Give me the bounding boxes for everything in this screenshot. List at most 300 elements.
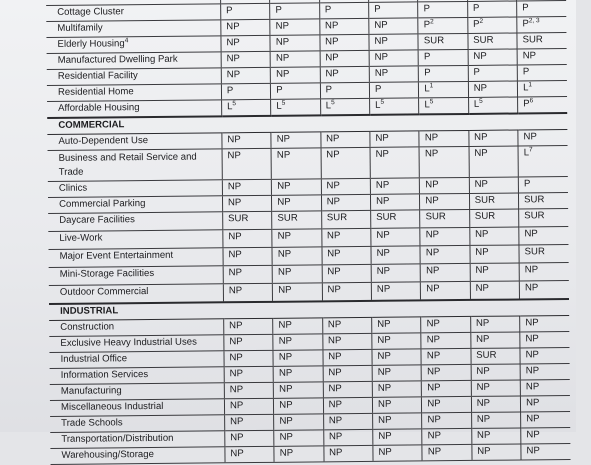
use-label-cell <box>50 383 225 401</box>
section-header-blank-cell <box>320 115 370 132</box>
permission-cell <box>418 1 468 17</box>
permission-value: NP <box>276 53 289 64</box>
permission-cell <box>519 262 569 280</box>
use-label: Major Event Entertainment <box>60 250 174 262</box>
footnote-marker: 1 <box>528 81 532 88</box>
permission-value: NP <box>327 230 340 241</box>
permission-value: P <box>374 4 381 15</box>
permission-cell <box>225 414 275 430</box>
permission-value: NP <box>526 381 539 392</box>
use-label: Manufacturing <box>61 385 122 397</box>
permission-value: NP <box>229 336 242 347</box>
permission-cell <box>323 365 373 381</box>
permission-value: NP <box>276 69 289 80</box>
permission-value: NP <box>230 384 243 395</box>
footnote-marker: 1 <box>430 82 434 89</box>
permission-cell <box>521 411 571 427</box>
permission-cell <box>517 1 567 17</box>
permission-value: P <box>522 2 529 13</box>
permission-cell <box>468 17 518 33</box>
zoning-use-table <box>46 0 571 465</box>
permission-value: NP <box>475 265 488 276</box>
permission-cell <box>272 265 322 283</box>
section-header-label: COMMERCIAL <box>58 119 124 131</box>
permission-value: NP <box>227 53 240 64</box>
permission-cell <box>274 398 324 414</box>
permission-value: L <box>524 147 529 158</box>
permission-cell <box>373 413 423 429</box>
footnote-marker: 2 <box>430 18 434 25</box>
permission-value: NP <box>474 83 487 94</box>
permission-cell <box>519 192 569 208</box>
table-row <box>48 146 568 182</box>
permission-cell <box>223 229 273 247</box>
permission-value: NP <box>476 334 489 345</box>
permission-value: NP <box>278 249 291 260</box>
permission-cell <box>221 35 271 51</box>
permission-value: NP <box>230 432 243 443</box>
permission-cell <box>469 146 519 177</box>
permission-value: NP <box>229 320 242 331</box>
permission-value: SUR <box>476 350 496 361</box>
permission-cell <box>369 82 419 98</box>
section-header-blank-cell <box>271 115 321 132</box>
permission-cell <box>223 247 273 265</box>
permission-value: NP <box>328 335 341 346</box>
footnote-marker: 2 <box>479 18 483 25</box>
permission-value: NP <box>230 448 243 459</box>
permission-value: NP <box>228 197 241 208</box>
permission-cell <box>422 396 472 412</box>
permission-cell <box>322 246 372 264</box>
permission-value: L <box>523 82 528 93</box>
permission-cell <box>372 333 422 349</box>
permission-value: NP <box>427 350 440 361</box>
zoning-use-table-page <box>46 0 591 465</box>
permission-cell <box>469 130 519 146</box>
permission-cell <box>371 264 421 282</box>
permission-value: P <box>473 67 480 78</box>
permission-value: NP <box>326 180 339 191</box>
permission-cell <box>320 66 370 82</box>
use-label-cell <box>48 196 223 214</box>
permission-value: NP <box>526 429 539 440</box>
use-label: Miscellaneous Industrial <box>61 401 163 413</box>
permission-cell <box>322 317 372 333</box>
permission-value: NP <box>328 319 341 330</box>
use-label: Elderly Housing <box>57 38 124 50</box>
permission-value: NP <box>280 448 293 459</box>
permission-cell <box>519 208 569 226</box>
permission-cell <box>221 51 271 67</box>
permission-cell <box>470 245 520 263</box>
permission-value: NP <box>526 413 539 424</box>
permission-cell <box>225 430 275 446</box>
permission-cell <box>371 246 421 264</box>
permission-value: NP <box>376 230 389 241</box>
permission-value: NP <box>325 20 338 31</box>
permission-value: NP <box>376 248 389 259</box>
use-label: Commercial Parking <box>59 198 145 210</box>
permission-value: SUR <box>524 210 544 221</box>
permission-value: NP <box>428 430 441 441</box>
permission-value: NP <box>475 179 488 190</box>
permission-value: P <box>473 19 480 30</box>
permission-cell <box>273 283 323 302</box>
permission-value: NP <box>327 248 340 259</box>
permission-cell <box>520 315 570 331</box>
permission-cell <box>418 17 468 33</box>
permission-value: NP <box>377 351 390 362</box>
use-label-cell <box>49 284 224 304</box>
permission-value: NP <box>227 150 240 161</box>
permission-cell <box>421 263 471 281</box>
section-header <box>47 116 222 134</box>
permission-cell <box>373 445 423 461</box>
permission-cell <box>420 209 470 227</box>
use-label: Cottage Cluster <box>57 6 124 18</box>
use-label: Multifamily <box>57 22 102 33</box>
permission-cell <box>221 99 271 116</box>
use-label-cell <box>48 230 223 250</box>
permission-value: P <box>523 66 530 77</box>
permission-cell <box>371 210 421 228</box>
permission-value: NP <box>374 20 387 31</box>
section-header-blank-cell <box>222 116 272 133</box>
permission-cell <box>323 429 373 445</box>
permission-value: NP <box>426 283 439 294</box>
permission-value: NP <box>277 134 290 145</box>
permission-value: NP <box>327 196 340 207</box>
permission-value: NP <box>427 318 440 329</box>
permission-cell <box>271 99 321 116</box>
permission-value: P <box>227 85 234 96</box>
permission-value: NP <box>427 334 440 345</box>
permission-value: NP <box>378 367 391 378</box>
permission-value: P <box>325 4 332 15</box>
permission-cell <box>270 19 320 35</box>
permission-cell <box>517 49 567 65</box>
use-label: Manufactured Dwelling Park <box>58 54 178 66</box>
use-label: Exclusive Heavy Industrial Uses <box>60 337 197 349</box>
permission-cell <box>470 263 520 281</box>
permission-value: NP <box>526 397 539 408</box>
permission-cell <box>369 2 419 18</box>
permission-value: P <box>226 5 233 16</box>
permission-value: NP <box>477 414 490 425</box>
permission-cell <box>274 414 324 430</box>
permission-value: NP <box>326 133 339 144</box>
permission-value: NP <box>377 319 390 330</box>
permission-value: NP <box>378 399 391 410</box>
permission-cell <box>224 398 274 414</box>
use-label-cell <box>50 431 225 449</box>
permission-cell <box>521 427 571 443</box>
use-table-body <box>46 0 571 464</box>
permission-cell <box>471 412 521 428</box>
permission-value: P <box>424 67 431 78</box>
permission-value: NP <box>277 197 290 208</box>
permission-value: P <box>424 19 431 30</box>
permission-cell <box>419 97 469 114</box>
use-label: Warehousing/Storage <box>61 449 154 461</box>
permission-cell <box>372 397 422 413</box>
permission-value: NP <box>476 283 489 294</box>
permission-cell <box>224 318 274 334</box>
permission-cell <box>224 366 274 382</box>
permission-cell <box>273 318 323 334</box>
permission-value: L <box>375 100 380 111</box>
permission-value: NP <box>475 247 488 258</box>
permission-value: NP <box>278 320 291 331</box>
permission-cell <box>470 316 520 332</box>
permission-value: NP <box>279 400 292 411</box>
permission-value: NP <box>474 148 487 159</box>
permission-value: SUR <box>525 246 545 257</box>
permission-cell <box>322 282 372 301</box>
permission-value: P <box>473 3 480 14</box>
use-label: Mini-Storage Facilities <box>60 268 154 280</box>
permission-value: NP <box>427 414 440 425</box>
permission-value: NP <box>477 430 490 441</box>
permission-value: NP <box>426 265 439 276</box>
permission-cell <box>471 348 521 364</box>
permission-cell <box>323 397 373 413</box>
permission-cell <box>322 333 372 349</box>
permission-cell <box>517 33 567 49</box>
permission-cell <box>273 334 323 350</box>
permission-cell <box>323 413 373 429</box>
use-label-cell <box>48 180 223 198</box>
permission-cell <box>422 380 472 396</box>
permission-value: NP <box>228 181 241 192</box>
permission-value: NP <box>276 37 289 48</box>
use-label: Industrial Office <box>60 353 127 365</box>
permission-value: NP <box>278 267 291 278</box>
permission-value: NP <box>279 416 292 427</box>
permission-cell <box>271 67 321 83</box>
footnote-marker: 6 <box>530 97 534 104</box>
permission-cell <box>521 443 571 459</box>
permission-value: SUR <box>327 212 347 223</box>
permission-cell <box>420 245 470 263</box>
section-header-blank-cell <box>470 299 520 316</box>
permission-cell <box>421 316 471 332</box>
permission-cell <box>224 350 274 366</box>
section-header-blank-cell <box>421 300 471 317</box>
permission-cell <box>470 281 520 300</box>
permission-value: NP <box>278 285 291 296</box>
permission-value: NP <box>526 349 539 360</box>
permission-value: NP <box>327 284 340 295</box>
permission-cell <box>370 98 420 115</box>
permission-value: NP <box>473 51 486 62</box>
permission-value: NP <box>525 317 538 328</box>
permission-cell <box>369 18 419 34</box>
permission-cell <box>319 2 369 18</box>
permission-cell <box>372 349 422 365</box>
permission-cell <box>320 82 370 98</box>
permission-value: NP <box>376 180 389 191</box>
permission-value: NP <box>474 132 487 143</box>
footnote-marker: 4 <box>125 37 129 44</box>
use-label-cell <box>48 212 223 232</box>
permission-value: SUR <box>523 34 543 45</box>
permission-cell <box>519 244 569 262</box>
permission-value: NP <box>276 21 289 32</box>
permission-cell <box>321 131 371 147</box>
permission-value: NP <box>426 247 439 258</box>
permission-value: NP <box>325 68 338 79</box>
permission-value: SUR <box>524 194 544 205</box>
permission-cell <box>469 209 519 227</box>
permission-value: NP <box>525 333 538 344</box>
section-header-label: INDUSTRIAL <box>60 305 118 317</box>
permission-cell <box>520 347 570 363</box>
permission-cell <box>273 366 323 382</box>
permission-value: SUR <box>475 195 495 206</box>
permission-cell <box>221 83 271 99</box>
permission-value: NP <box>475 229 488 240</box>
footnote-marker: 5 <box>380 99 384 106</box>
permission-value: NP <box>227 69 240 80</box>
permission-cell <box>370 178 420 194</box>
use-label: Business and Retail Service and Trade <box>59 152 197 178</box>
section-header-blank-cell <box>419 114 469 131</box>
permission-value: NP <box>523 131 536 142</box>
section-header-blank-cell <box>468 113 518 130</box>
permission-cell <box>222 195 272 211</box>
permission-value: SUR <box>426 211 446 222</box>
section-header-blank-cell <box>518 113 568 130</box>
use-label: Transportation/Distribution <box>61 433 173 445</box>
permission-value: NP <box>425 148 438 159</box>
permission-value: NP <box>427 382 440 393</box>
permission-cell <box>270 35 320 51</box>
use-label-cell <box>49 266 224 286</box>
permission-cell <box>519 280 569 299</box>
permission-cell <box>369 66 419 82</box>
permission-cell <box>223 265 273 283</box>
use-label-cell <box>46 20 221 38</box>
section-header-blank-cell <box>322 301 372 318</box>
permission-cell <box>517 17 567 33</box>
use-label-cell <box>50 415 225 433</box>
permission-value: NP <box>226 21 239 32</box>
permission-cell <box>469 177 519 193</box>
permission-value: SUR <box>277 213 297 224</box>
permission-value: NP <box>229 267 242 278</box>
permission-cell <box>418 49 468 65</box>
footnote-marker: 5 <box>479 98 483 105</box>
permission-value: P <box>275 5 282 16</box>
permission-cell <box>272 247 322 265</box>
permission-value: NP <box>477 398 490 409</box>
permission-cell <box>225 446 275 462</box>
permission-cell <box>222 179 272 195</box>
permission-value: NP <box>329 415 342 426</box>
permission-cell <box>471 396 521 412</box>
permission-cell <box>322 264 372 282</box>
permission-value: P <box>375 84 382 95</box>
section-header-blank-cell <box>371 300 421 317</box>
permission-cell <box>421 348 471 364</box>
permission-value: SUR <box>424 35 444 46</box>
permission-value: P <box>524 178 531 189</box>
permission-value: NP <box>277 181 290 192</box>
use-label-cell <box>50 399 225 417</box>
permission-cell <box>273 350 323 366</box>
permission-value: NP <box>277 150 290 161</box>
use-label: Live-Work <box>59 232 102 243</box>
permission-cell <box>224 334 274 350</box>
permission-cell <box>519 226 569 244</box>
permission-value: NP <box>526 445 539 456</box>
permission-cell <box>518 176 568 192</box>
permission-cell <box>323 381 373 397</box>
permission-value: SUR <box>473 35 493 46</box>
use-label: Trade Schools <box>61 417 123 429</box>
permission-value: NP <box>375 52 388 63</box>
footnote-marker: 2, 3 <box>529 17 540 24</box>
permission-value: NP <box>378 447 391 458</box>
permission-cell <box>274 446 324 462</box>
footnote-marker: 7 <box>529 146 533 153</box>
permission-cell <box>419 146 469 177</box>
permission-cell <box>419 81 469 97</box>
permission-cell <box>472 444 522 460</box>
permission-cell <box>371 228 421 246</box>
permission-value: NP <box>230 400 243 411</box>
permission-value: NP <box>374 36 387 47</box>
section-header-blank-cell <box>520 299 570 316</box>
permission-cell <box>369 50 419 66</box>
permission-cell <box>517 81 567 97</box>
section-header-blank-cell <box>273 301 323 318</box>
use-label-cell <box>50 447 225 465</box>
permission-value: NP <box>477 446 490 457</box>
permission-cell <box>274 430 324 446</box>
permission-cell <box>469 193 519 209</box>
use-label: Auto-Dependent Use <box>58 135 148 147</box>
permission-cell <box>517 65 567 81</box>
use-label: Residential Facility <box>58 70 138 82</box>
permission-value: NP <box>279 368 292 379</box>
permission-cell <box>221 19 271 35</box>
permission-value: NP <box>428 446 441 457</box>
permission-cell <box>520 379 570 395</box>
permission-value: NP <box>329 447 342 458</box>
permission-cell <box>319 18 369 34</box>
permission-value: NP <box>280 432 293 443</box>
permission-cell <box>272 229 322 247</box>
permission-cell <box>320 98 370 115</box>
permission-cell <box>467 1 517 17</box>
permission-value: L <box>424 83 429 94</box>
permission-cell <box>520 395 570 411</box>
permission-value: NP <box>377 284 390 295</box>
permission-cell <box>324 445 374 461</box>
permission-value: NP <box>425 179 438 190</box>
permission-cell <box>421 364 471 380</box>
permission-cell <box>373 429 423 445</box>
permission-value: NP <box>523 50 536 61</box>
permission-cell <box>468 81 518 97</box>
permission-value: P <box>424 3 431 14</box>
permission-cell <box>370 147 420 178</box>
permission-value: P <box>522 18 529 29</box>
permission-cell <box>372 365 422 381</box>
